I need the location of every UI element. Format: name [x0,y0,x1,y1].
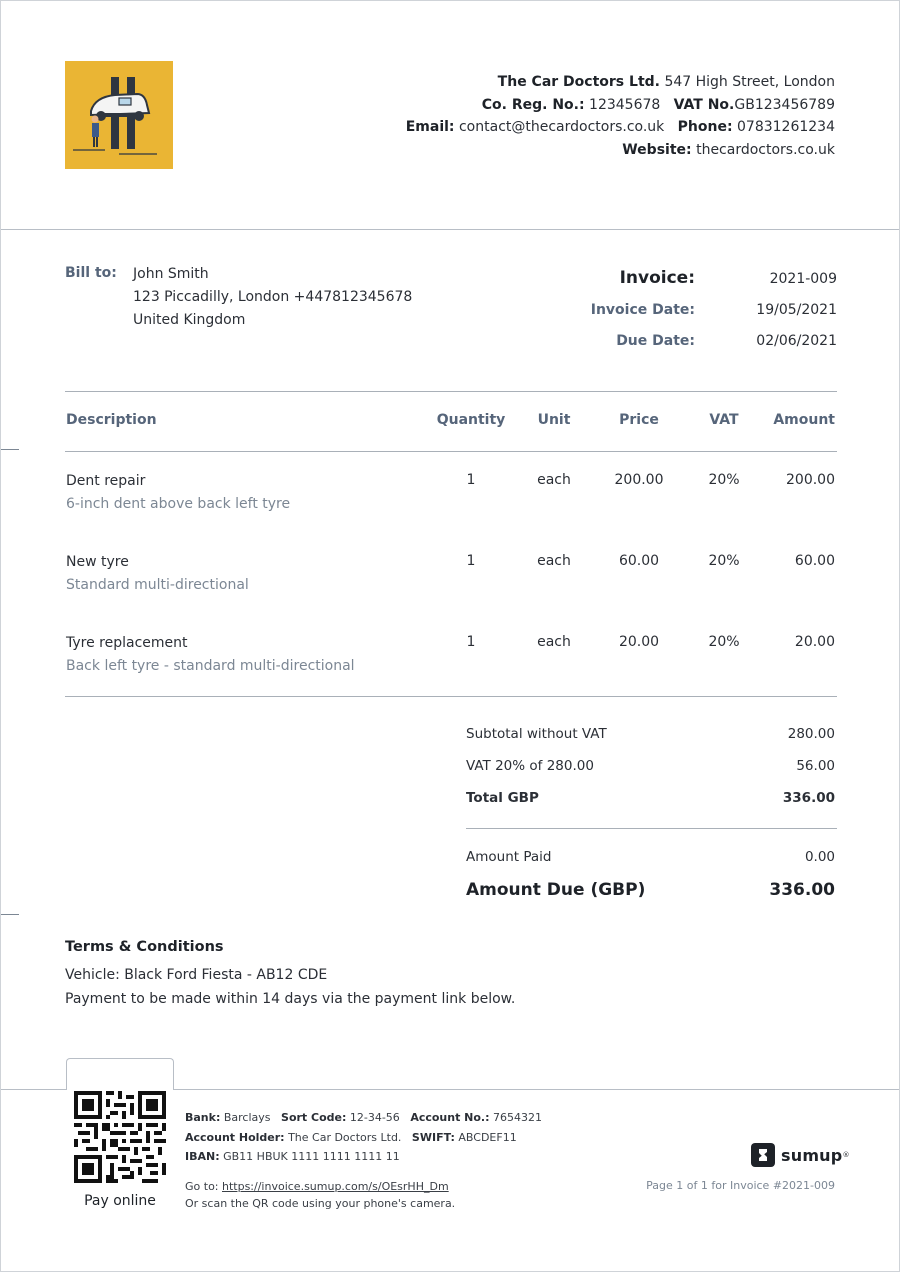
qr-tab [66,1058,174,1090]
payment-link-block [185,1178,455,1212]
email-label: Email: [405,119,455,135]
total-value: 336.00 [782,790,835,806]
item-vat: 20% [708,634,740,650]
scan-note: Or scan the QR code using your phone's camera. [185,1197,456,1210]
item-quantity: 1 [466,553,476,569]
item-description: Dent repair [66,473,146,489]
invoice-meta-values [701,267,837,362]
item-description: New tyre [66,554,129,570]
col-header-unit: Unit [537,412,571,428]
item-description: Tyre replacement [66,635,188,651]
due-date-label: Due Date: [616,333,695,349]
phone-label: Phone: [677,119,733,135]
amount-paid-value: 0.00 [804,849,835,865]
reg-number: 12345678 [589,96,661,113]
item-price: 60.00 [618,553,660,569]
table-top-divider [65,391,837,392]
iban-label: IBAN: [185,1150,220,1163]
footer-divider [174,1089,899,1090]
total-label: Total GBP [466,790,539,806]
reg-label: Co. Reg. No.: [481,96,585,113]
due-date: 02/06/2021 [756,333,837,349]
payment-link[interactable]: https://invoice.sumup.com/s/OEsrHH_Dm [222,1180,449,1193]
sumup-wordmark: sumup [781,1145,843,1165]
bank-details [185,1108,542,1167]
customer-address: 123 Piccadilly, London +447812345678 [133,289,413,305]
bank-name: Barclays [223,1111,271,1124]
footer-divider [1,1089,66,1090]
item-unit: each [537,472,571,488]
vat-total-value: 56.00 [796,758,835,774]
table-header-divider [65,451,837,452]
col-header-vat: VAT [709,412,739,428]
sumup-mark-icon [751,1143,775,1167]
col-header-amount: Amount [773,412,835,428]
invoice-date: 19/05/2021 [756,301,837,318]
account-no: 7654321 [493,1111,543,1124]
col-header-description: Description [66,412,157,428]
terms-title: Terms & Conditions [65,939,224,955]
totals-divider [466,828,837,829]
item-amount: 20.00 [794,634,835,650]
item-vat: 20% [708,553,740,569]
item-unit: each [537,553,571,569]
qr-code-icon[interactable] [74,1091,166,1183]
sort-code-label: Sort Code: [281,1111,347,1124]
item-price: 20.00 [618,634,660,650]
registered-mark: ® [842,1151,850,1159]
amount-due-value: 336.00 [769,880,835,900]
company-logo [65,61,173,169]
company-phone: 07831261234 [737,119,835,135]
fold-mark [1,449,19,450]
goto-label: Go to: [185,1180,219,1193]
account-no-label: Account No.: [410,1111,490,1124]
bill-to-label: Bill to: [65,265,117,281]
invoice-meta-labels [561,267,695,362]
account-holder: The Car Doctors Ltd. [288,1130,402,1144]
col-header-quantity: Quantity [436,412,506,428]
subtotal-label: Subtotal without VAT [466,726,607,742]
pay-online-label[interactable]: Pay online [84,1193,156,1209]
company-name: The Car Doctors Ltd. [497,74,660,90]
invoice-date-label: Invoice Date: [590,301,695,318]
table-bottom-divider [65,696,837,697]
item-vat: 20% [708,472,740,488]
vat-label: VAT No. [673,96,735,113]
subtotal-value: 280.00 [787,726,835,742]
company-website[interactable]: thecardoctors.co.uk [696,141,835,158]
swift-label: SWIFT: [411,1130,455,1144]
item-unit: each [537,634,571,650]
sumup-logo [751,1143,849,1167]
bank-label: Bank: [185,1111,221,1124]
item-subdescription: Standard multi-directional [66,577,249,593]
terms-payment: Payment to be made within 14 days via the payment link below. [65,990,516,1007]
item-amount: 60.00 [794,553,835,569]
car-lift-icon [65,61,173,169]
terms-body [65,964,515,1011]
page-info: Page 1 of 1 for Invoice #2021-009 [646,1179,835,1192]
col-header-price: Price [619,412,659,428]
invoice-number: 2021-009 [769,271,837,287]
company-info [406,71,835,161]
amount-due-label: Amount Due (GBP) [466,880,646,900]
company-address: 547 High Street, London [664,74,835,90]
website-label: Website: [622,141,692,158]
item-quantity: 1 [466,472,476,488]
vat-total-label: VAT 20% of 280.00 [466,758,594,774]
header-divider [1,229,899,230]
vat-number: GB123456789 [734,96,835,113]
customer-country: United Kingdom [133,312,246,328]
customer-name: John Smith [133,266,209,282]
amount-paid-label: Amount Paid [466,849,552,865]
item-amount: 200.00 [786,472,835,488]
item-subdescription: Back left tyre - standard multi-directional [66,658,355,674]
account-holder-label: Account Holder: [185,1130,285,1144]
item-subdescription: 6-inch dent above back left tyre [66,496,291,512]
iban: GB11 HBUK 1111 1111 1111 11 [223,1150,400,1163]
fold-mark [1,914,19,915]
bill-to-block [133,263,412,332]
sort-code: 12-34-56 [349,1111,400,1124]
invoice-label: Invoice: [619,268,695,288]
company-email[interactable]: contact@thecardoctors.co.uk [458,119,665,135]
item-price: 200.00 [614,472,664,488]
item-quantity: 1 [466,634,476,650]
terms-vehicle: Vehicle: Black Ford Fiesta - AB12 CDE [65,967,328,983]
swift-code: ABCDEF11 [458,1130,517,1144]
